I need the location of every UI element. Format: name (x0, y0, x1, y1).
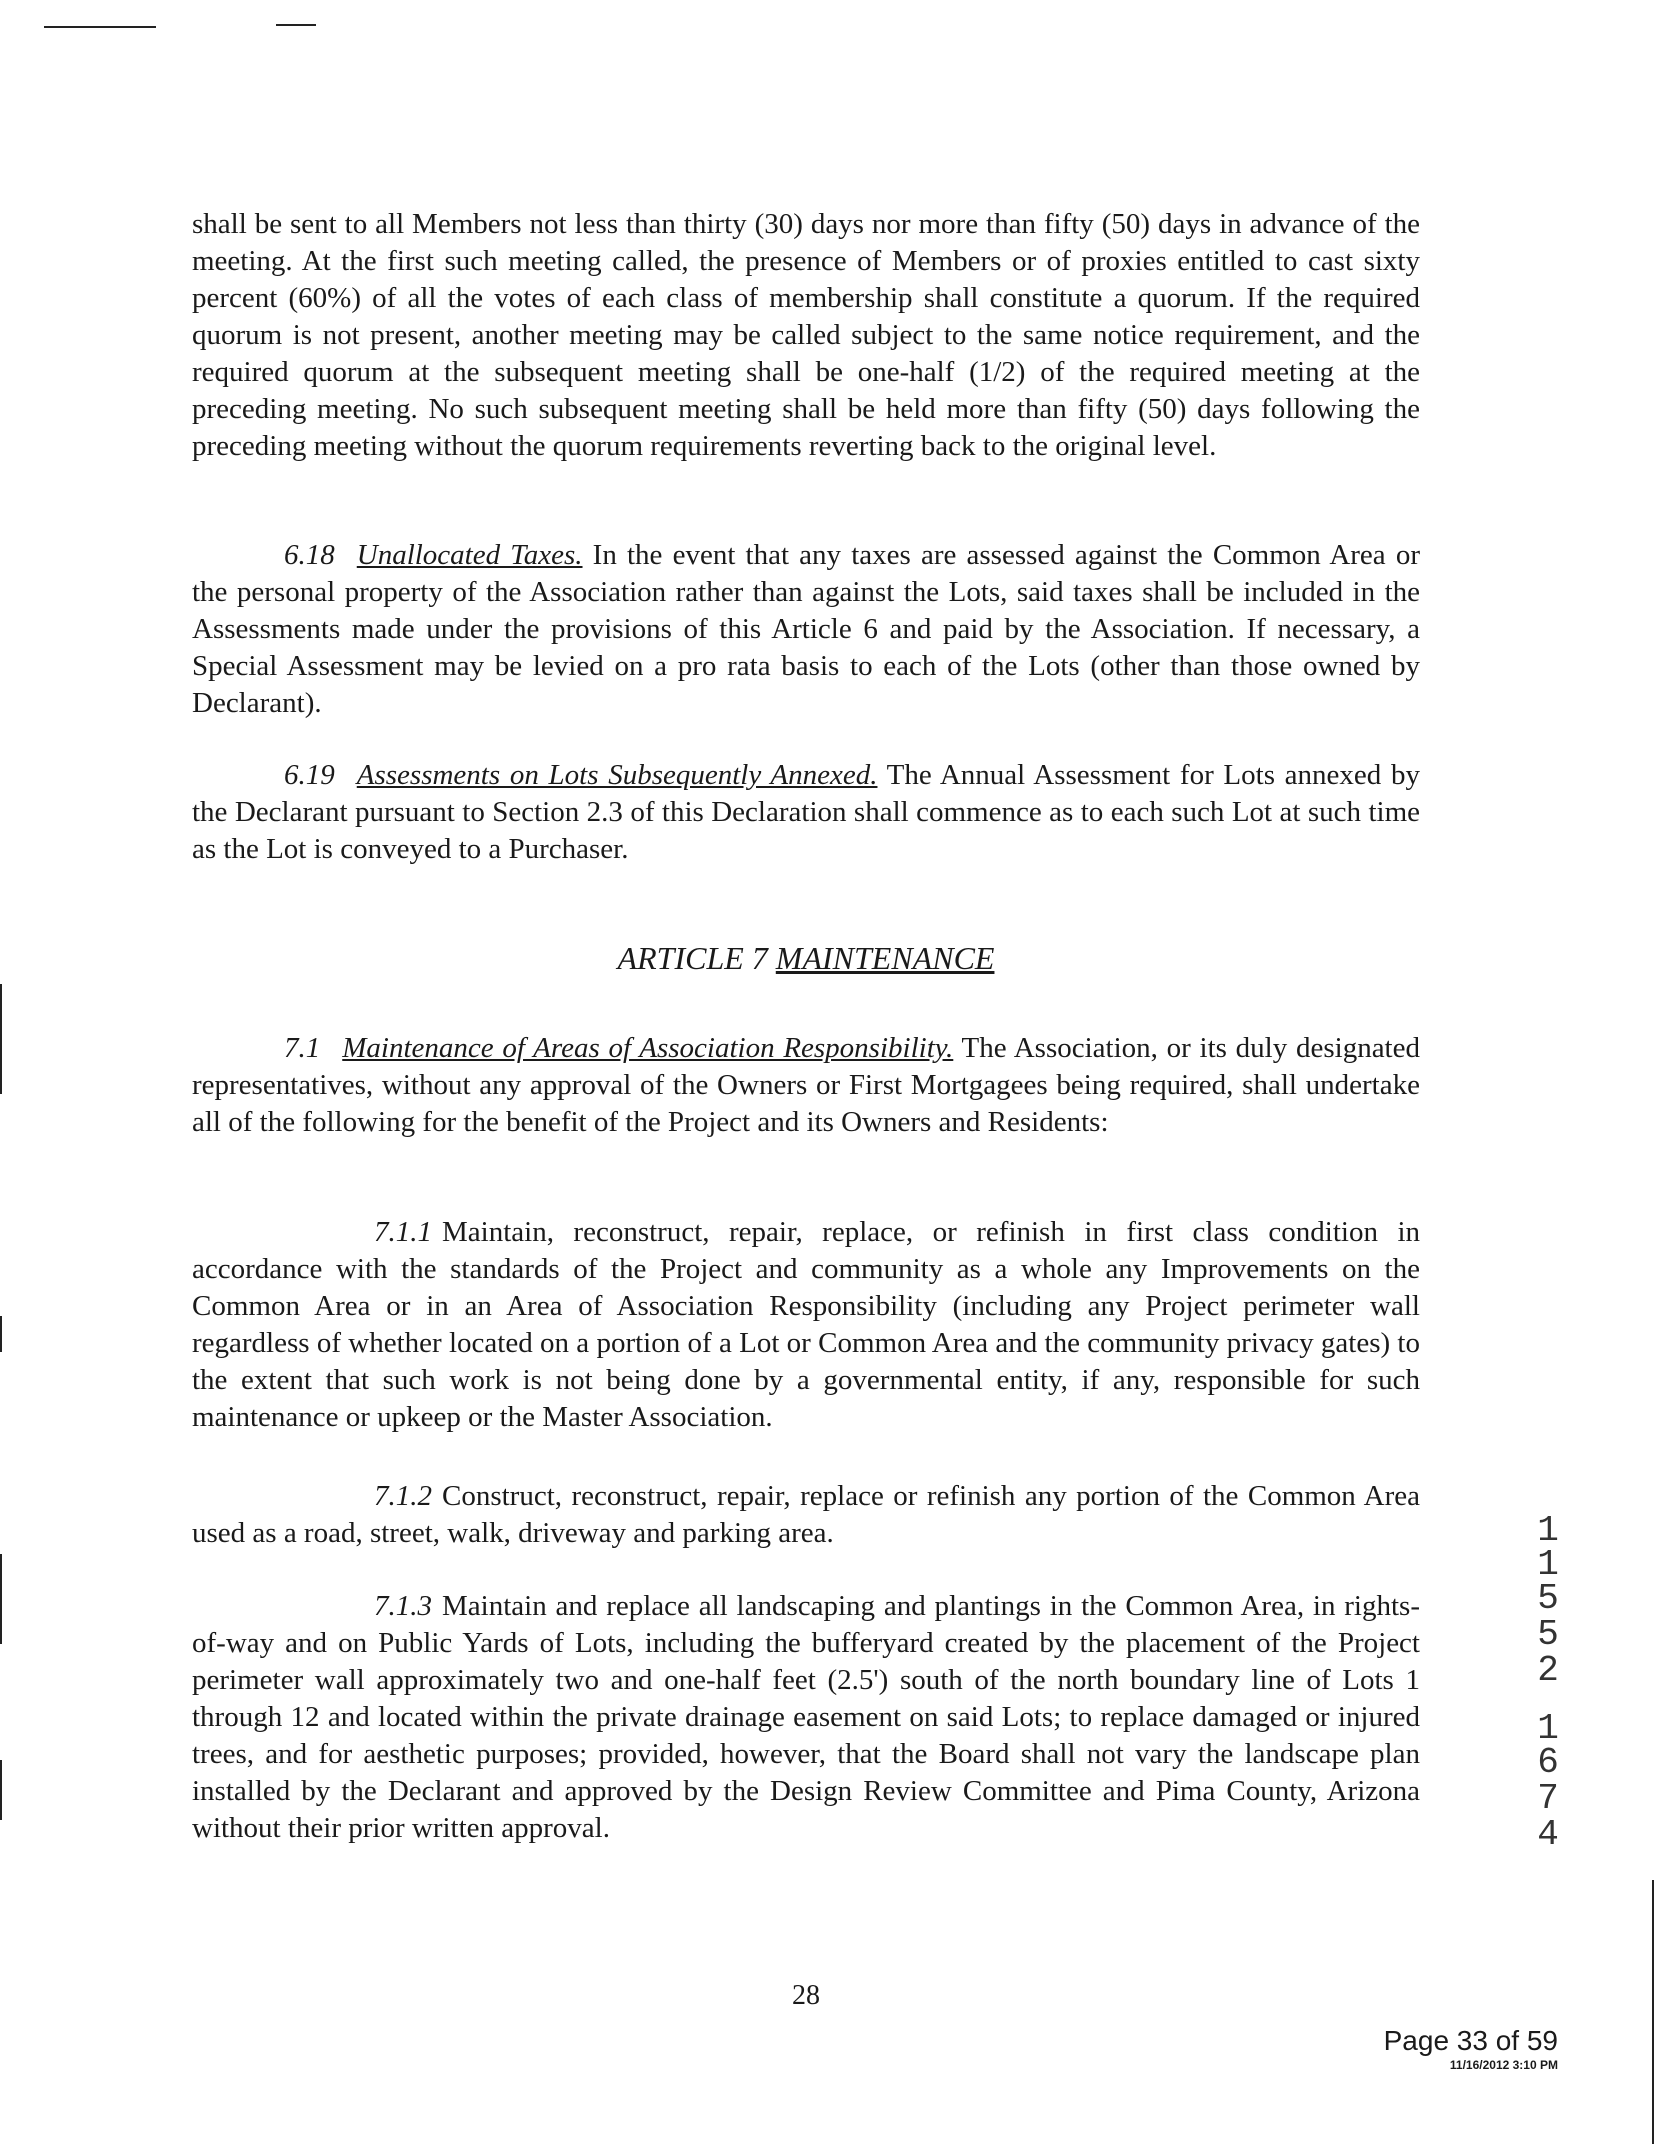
section-6-19 (192, 757, 1420, 868)
section-text: The Association, or its duly designated representatives, without any approval of the Owners or First Mortgagees being required, shall undertake all of the following for the benefit of the Project and its Owners and Residents: (192, 1032, 1420, 1138)
side-digit: 7 (1537, 1778, 1559, 1819)
side-digit: 1 (1537, 1510, 1559, 1551)
scan-mark-top-center (276, 24, 316, 26)
section-number: 6.19 (284, 759, 335, 791)
scan-mark-left-4 (0, 1760, 2, 1820)
section-7-1 (192, 1030, 1420, 1141)
side-digit: 5 (1537, 1578, 1559, 1619)
section-text: In the event that any taxes are assessed against the Common Area or the personal property of the Association rather than against the Lots, said taxes shall be included in the Assessments made under the provisions of this Article 6 and paid by the Association. If necessary, a Special Assessment may be levied on a pro rata basis to each of the Lots (other than those owned by Declarant). (192, 539, 1420, 719)
side-digit: 5 (1537, 1614, 1559, 1655)
section-text: Maintain and replace all landscaping and plantings in the Common Area, in rights-of-way and on Public Yards of Lots, including the bufferyard created by the placement of the Project perimeter wall approximately two and one-half feet (2.5') south of the north boundary line of Lots 1 through 12 and located within the private drainage easement on said Lots; to replace damaged or injured trees, and for aesthetic purposes; provided, however, that the Board shall not vary the landscape plan installed by the Declarant and approved by the Design Review Committee and Pima County, Arizona without their prior written approval. (192, 1590, 1420, 1844)
section-title: Unallocated Taxes. (356, 539, 583, 571)
section-number: 7.1 (284, 1032, 321, 1064)
section-6-18 (192, 537, 1420, 722)
section-text: The Annual Assessment for Lots annexed by the Declarant pursuant to Section 2.3 of this Declaration shall commence as to each such Lot at such time as the Lot is conveyed to a Purchaser. (192, 759, 1420, 865)
scan-mark-left-3 (0, 1554, 2, 1644)
scan-mark-top-left (44, 26, 156, 28)
section-number: 7.1.3 (374, 1590, 432, 1622)
side-digit: 1 (1537, 1544, 1559, 1585)
article-title: MAINTENANCE (775, 940, 995, 976)
recorder-timestamp: 11/16/2012 3:10 PM (1449, 2058, 1558, 2072)
section-7-1-1 (192, 1214, 1420, 1436)
section-text: Construct, reconstruct, repair, replace or refinish any portion of the Common Area used as a road, street, walk, driveway and parking area. (192, 1480, 1420, 1549)
side-digit: 6 (1537, 1742, 1559, 1783)
section-number: 7.1.2 (374, 1480, 432, 1512)
section-number: 6.18 (284, 539, 335, 571)
section-title: Maintenance of Areas of Association Responsibility. (342, 1032, 954, 1064)
section-7-1-3 (192, 1588, 1420, 1847)
side-digit: 2 (1537, 1650, 1559, 1691)
scan-mark-left-1 (0, 984, 2, 1094)
side-digit: 1 (1537, 1708, 1559, 1749)
section-7-1-2 (192, 1478, 1420, 1552)
scan-mark-left-2 (0, 1316, 2, 1352)
section-text: Maintain, reconstruct, repair, replace, or refinish in first class condition in accordance with the standards of the Project and community as a whole any Improvements on the Common Area or in an Area of Association Responsibility (including any Project perimeter wall regardless of whether located on a portion of a Lot or Common Area and the community privacy gates) to the extent that such work is not being done by a governmental entity, if any, responsible for such maintenance or upkeep or the Master Association. (192, 1216, 1420, 1433)
scan-mark-right-edge (1652, 1880, 1654, 2144)
article-7-heading (0, 940, 1612, 977)
article-prefix: ARTICLE 7 (617, 940, 776, 976)
side-digit: 4 (1537, 1814, 1559, 1855)
section-title: Assessments on Lots Subsequently Annexed. (356, 759, 878, 791)
paragraph-intro: shall be sent to all Members not less than thirty (30) days nor more than fifty (50) days in advance of the meeting. At the first such meeting called, the presence of Members or of proxies entitled to cast sixty percent (60%) of all the votes of each class of membership shall constitute a quorum. If the required quorum is not present, another meeting may be called subject to the same notice requirement, and the required quorum at the subsequent meeting shall be one-half (1/2) of the required meeting at the preceding meeting. No such subsequent meeting shall be held more than fifty (50) days following the preceding meeting without the quorum requirements reverting back to the original level. (192, 208, 1420, 462)
recorder-page-label: Page 33 of 59 (1383, 2025, 1558, 2056)
section-number: 7.1.1 (374, 1216, 432, 1248)
page-number: 28 (792, 1980, 820, 2011)
